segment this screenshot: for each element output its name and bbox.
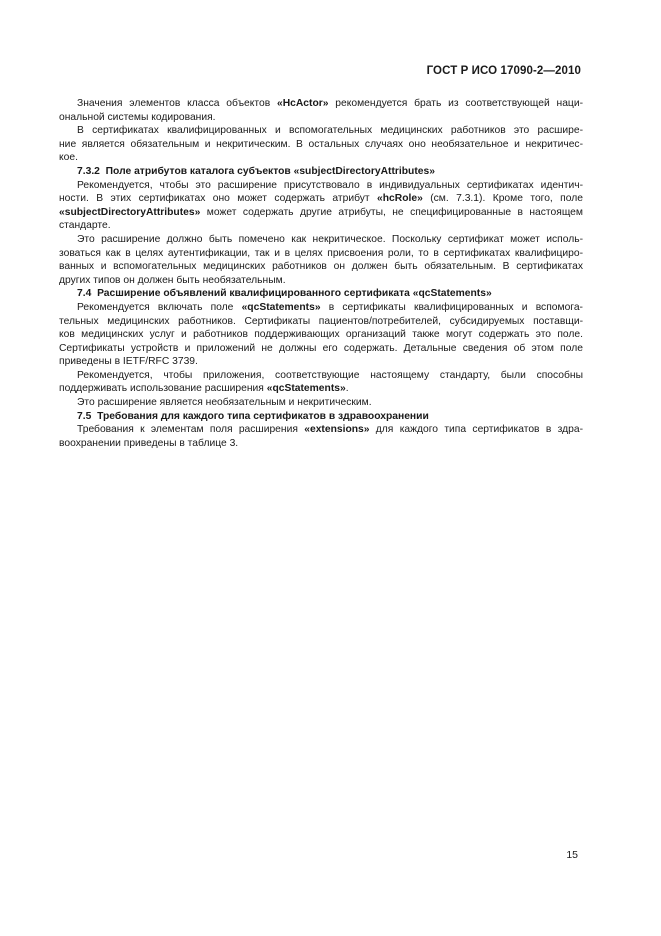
text-run: рекомендуется брать из соответствующей наци-	[328, 98, 583, 109]
text-line: приведены в IETF/RFC 3739.	[59, 356, 198, 368]
term-hcrole: «hcRole»	[377, 193, 423, 205]
section-title: Расширение объявлений квалифицированного сертификата «qcStatements»	[97, 288, 492, 300]
term-hcactor: «HcActor»	[276, 98, 329, 109]
text-line: ков медицинских услуг и работников поддерживающих организаций также могут содержать это поле.	[59, 329, 583, 341]
term-qcstatements: «qcStatements»	[241, 301, 321, 313]
text-line: кое.	[59, 152, 78, 164]
text-line	[59, 382, 583, 396]
section-number: 7.3.2	[77, 165, 100, 177]
paragraph-qcstatements	[59, 301, 583, 369]
section-title: Поле атрибутов каталога субъектов «subjectDirectoryAttributes»	[105, 165, 435, 177]
paragraph-subject-directory	[59, 179, 583, 233]
text-line: Сертификаты устройств и приложений не должны его содержать. Детальные сведения об этом поле	[59, 342, 583, 354]
text-line	[59, 97, 583, 111]
section-heading-7-5	[59, 410, 583, 424]
text-line: Рекомендуется, чтобы приложения, соответствующие настоящему стандарту, были способны	[77, 369, 583, 381]
text-line	[59, 192, 583, 206]
section-heading-7-4	[59, 287, 583, 301]
paragraph-applications-support	[59, 369, 583, 396]
document-header: ГОСТ Р ИСО 17090-2—2010	[426, 65, 581, 77]
paragraph-extensions-requirements	[59, 423, 583, 450]
paragraph-certificates-requirement	[59, 124, 583, 165]
text-line: ванных и вспомогательных медицинских работников он должен быть обязательным. В сертификатах	[59, 261, 583, 273]
text-run: Значения элементов класса объектов	[77, 98, 277, 109]
text-line	[59, 423, 583, 437]
paragraph-optional-noncritical	[59, 396, 583, 410]
text-run: Требования к элементам поля расширения	[77, 424, 305, 436]
text-line: Рекомендуется, чтобы это расширение присутствовало в индивидуальных сертификатах идентич-	[77, 179, 583, 191]
paragraph-noncritical-extension	[59, 233, 583, 287]
text-run: ности. В этих сертификатах оно может содержать атрибут	[59, 193, 378, 205]
term-qcstatements: «qcStatements»	[266, 383, 346, 395]
text-run: в сертификаты квалифицированных и вспомога-	[320, 301, 583, 313]
text-line: ональной системы кодирования.	[59, 111, 216, 123]
text-run: для каждого типа сертификатов в здра-	[369, 424, 583, 436]
text-line: В сертификатах квалифицированных и вспомогательных медицинских работников это расшире-	[77, 125, 583, 137]
text-line: ние является обязательным и некритическим. В остальных случаях оно необязательное и некритичес-	[59, 138, 583, 150]
term-extensions: «extensions»	[304, 424, 370, 436]
text-line: других типов он должен быть необязательным.	[59, 274, 286, 286]
text-line: Это расширение должно быть помечено как некритическое. Поскольку сертификат может исполь-	[77, 233, 583, 245]
text-run: Рекомендуется включать поле	[77, 301, 242, 313]
text-run: может содержать другие атрибуты, не специфицированные в настоящем	[200, 206, 583, 218]
text-line: Это расширение является необязательным и некритическим.	[77, 397, 372, 409]
section-heading-7-3-2	[59, 165, 583, 179]
text-line: стандарте.	[59, 220, 111, 232]
text-line	[59, 301, 583, 315]
text-line	[59, 206, 583, 220]
page-number: 15	[566, 849, 578, 861]
document-body	[59, 97, 583, 450]
section-title: Требования для каждого типа сертификатов в здравоохранении	[97, 410, 429, 422]
text-run: (см. 7.3.1). Кроме того, поле	[422, 193, 583, 205]
paragraph-hcactor	[59, 97, 583, 124]
text-run: .	[345, 383, 349, 395]
text-run: поддерживать использование расширения	[59, 383, 267, 395]
text-line: тельных медицинских работников. Сертификаты пациентов/потребителей, субсидируемых поставщи-	[59, 315, 583, 327]
section-number: 7.4	[77, 288, 92, 300]
term-subject-directory-attributes: «subjectDirectoryAttributes»	[59, 206, 201, 218]
text-line: зоваться как в целях аутентификации, так и в целях присвоения роли, то в сертификатах квалифициро-	[59, 247, 583, 259]
section-number: 7.5	[77, 410, 92, 422]
text-line: воохранении приведены в таблице 3.	[59, 437, 239, 449]
